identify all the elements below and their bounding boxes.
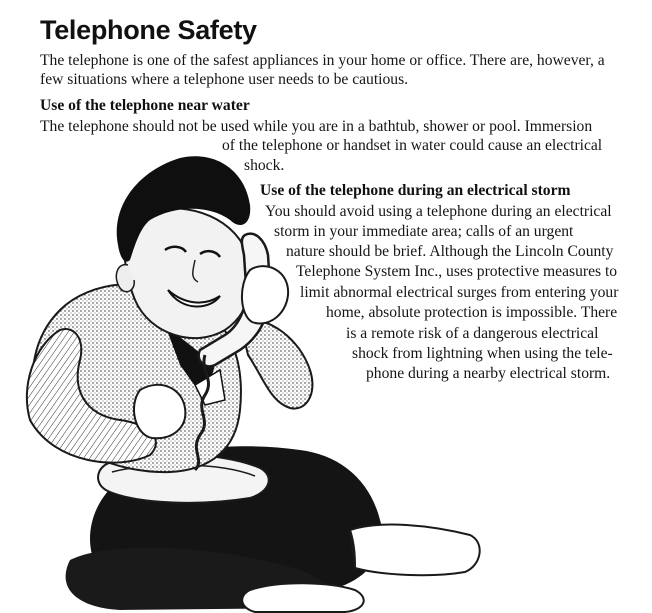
water-line-3: shock. xyxy=(244,157,285,174)
storm-line-1: You should avoid using a telephone during an electrical xyxy=(265,203,612,220)
water-line-1: The telephone should not be used while you are in a bathtub, shower or pool. Immersion xyxy=(40,118,593,135)
storm-line-9: phone during a nearby electrical storm. xyxy=(366,365,611,382)
storm-line-7: is a remote risk of a dangerous electrical xyxy=(346,325,599,342)
storm-line-8: shock from lightning when using the tele- xyxy=(352,345,613,362)
child-on-telephone-illustration xyxy=(0,150,490,613)
page-title: Telephone Safety xyxy=(40,15,257,45)
storm-line-2: storm in your immediate area; calls of an urgent xyxy=(274,223,574,240)
water-heading: Use of the telephone near water xyxy=(40,97,250,114)
storm-line-4: Telephone System Inc., uses protective measures to xyxy=(296,263,618,280)
intro-line-1: The telephone is one of the safest appliances in your home or office. There are, however, a xyxy=(40,52,605,69)
water-line-2: of the telephone or handset in water could cause an electrical xyxy=(222,137,603,154)
storm-line-6: home, absolute protection is impossible. There xyxy=(326,304,618,321)
storm-heading: Use of the telephone during an electrical storm xyxy=(260,182,571,199)
storm-line-3: nature should be brief. Although the Lincoln County xyxy=(286,243,614,260)
intro-line-2: few situations where a telephone user needs to be cautious. xyxy=(40,71,409,88)
storm-line-5: limit abnormal electrical surges from entering your xyxy=(300,284,619,301)
